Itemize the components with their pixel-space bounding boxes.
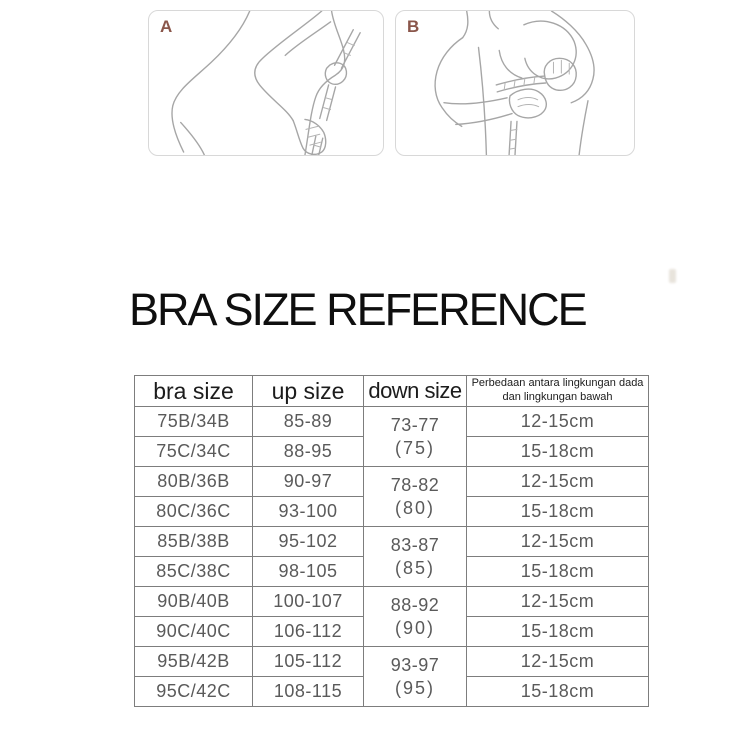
down-size-range: 88-92 (390, 594, 440, 615)
bra-size-cell: 75C/34C (135, 437, 253, 467)
difference-cell: 12-15cm (467, 587, 649, 617)
table-row (135, 647, 649, 677)
bra-size-cell: 85B/38B (135, 527, 253, 557)
down-size-avg: (95) (394, 677, 435, 698)
bra-size-cell: 85C/38C (135, 557, 253, 587)
table-row (135, 467, 649, 497)
table-row (135, 407, 649, 437)
bra-size-cell: 75B/34B (135, 407, 253, 437)
difference-cell: 12-15cm (467, 647, 649, 677)
down-size-avg: (80) (394, 497, 435, 518)
up-size-cell: 88-95 (253, 437, 364, 467)
panel-a-label: A (160, 17, 173, 36)
down-size-cell (364, 407, 467, 467)
bra-size-cell: 95B/42B (135, 647, 253, 677)
difference-cell: 15-18cm (467, 437, 649, 467)
difference-cell: 15-18cm (467, 677, 649, 707)
down-size-avg: (85) (394, 557, 435, 578)
up-size-cell: 98-105 (253, 557, 364, 587)
bra-size-cell: 90C/40C (135, 617, 253, 647)
down-size-avg: (90) (394, 617, 435, 638)
up-size-cell: 85-89 (253, 407, 364, 437)
measuring-front-view-illustration (396, 11, 634, 155)
col-header-up-size: up size (253, 376, 364, 407)
down-size-avg: (75) (394, 437, 435, 458)
difference-cell: 15-18cm (467, 497, 649, 527)
measure-panel-b (395, 10, 635, 156)
up-size-cell: 90-97 (253, 467, 364, 497)
bra-size-cell: 95C/42C (135, 677, 253, 707)
down-size-cell (364, 587, 467, 647)
up-size-cell: 95-102 (253, 527, 364, 557)
up-size-cell: 105-112 (253, 647, 364, 677)
down-size-range: 78-82 (390, 474, 440, 495)
col-header-difference: Perbedaan antara lingkungan dada dan lingkungan bawah (467, 376, 649, 407)
measuring-side-view-illustration (149, 11, 383, 155)
difference-cell: 12-15cm (467, 407, 649, 437)
bra-size-table (134, 375, 649, 707)
page-title: BRA SIZE REFERENCE (129, 284, 586, 335)
col-header-bra-size: bra size (135, 376, 253, 407)
up-size-cell: 108-115 (253, 677, 364, 707)
bra-size-cell: 80C/36C (135, 497, 253, 527)
table-header-row (135, 376, 649, 407)
difference-cell: 12-15cm (467, 527, 649, 557)
difference-cell: 12-15cm (467, 467, 649, 497)
measure-panel-a (148, 10, 384, 156)
table-row (135, 527, 649, 557)
panel-b-label: B (407, 17, 420, 36)
bra-size-cell: 90B/40B (135, 587, 253, 617)
up-size-cell: 93-100 (253, 497, 364, 527)
up-size-cell: 106-112 (253, 617, 364, 647)
col-header-down-size: down size (364, 376, 467, 407)
up-size-cell: 100-107 (253, 587, 364, 617)
down-size-cell (364, 527, 467, 587)
bra-size-cell: 80B/36B (135, 467, 253, 497)
down-size-cell (364, 647, 467, 707)
down-size-range: 93-97 (390, 654, 440, 675)
down-size-cell (364, 467, 467, 527)
difference-cell: 15-18cm (467, 617, 649, 647)
table-row (135, 587, 649, 617)
down-size-range: 73-77 (390, 414, 440, 435)
difference-cell: 15-18cm (467, 557, 649, 587)
down-size-range: 83-87 (390, 534, 440, 555)
image-artifact-smudge (669, 269, 676, 283)
